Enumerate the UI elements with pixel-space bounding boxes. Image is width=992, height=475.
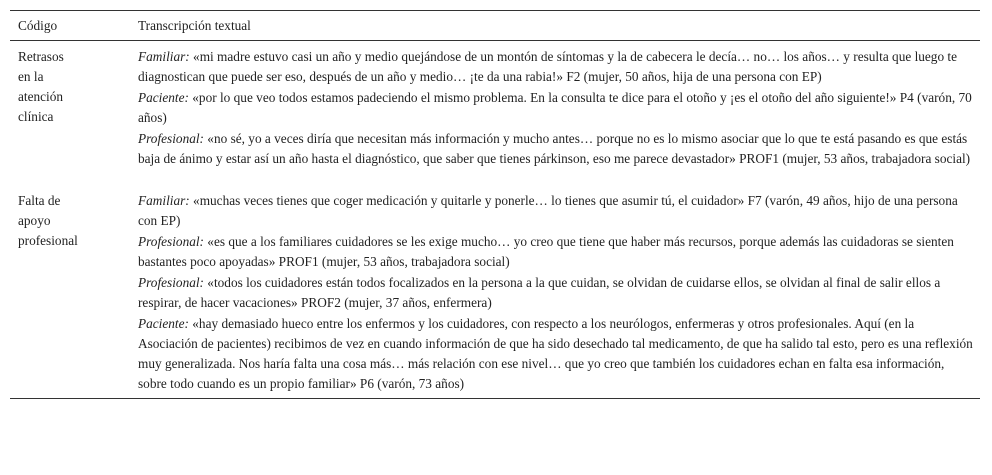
quote [138,129,974,169]
code-line: Retrasos [18,49,64,64]
header-codigo: Código [10,11,138,41]
code-cell [10,179,138,399]
quote-text: «todos los cuidadores están todos focalizados en la persona a la que cuidan, se olvidan de cuidarse ellos, se olvidan al final de salir ellos a respirar, de hacer vacaciones» PROF2 (mujer, 37 años, enfermera) [138,275,941,310]
speaker-role: Paciente: [138,316,189,331]
quote [138,273,974,313]
quote [138,314,974,394]
code-line: atención [18,89,64,104]
quote [138,88,974,128]
speaker-role: Profesional: [138,131,204,146]
code-line: Falta de [18,193,61,208]
header-transcripcion: Transcripción textual [138,11,980,41]
code-line: clínica [18,109,54,124]
quote-text: «por lo que veo todos estamos padeciendo el mismo problema. En la consulta te dice para el otoño y ¡es el otoño del año siguiente!» P4 (varón, 70 años) [138,90,972,125]
code-line: profesional [18,233,78,248]
quote [138,191,974,231]
speaker-role: Familiar: [138,49,190,64]
transcription-cell [138,41,980,180]
table-row [10,179,980,399]
quote [138,47,974,87]
quote-text: «es que a los familiares cuidadores se les exige mucho… yo creo que tiene que haber más recursos, porque además las cuidadoras se sienten bastantes poco apoyadas» PROF1 (mujer, 53 años, trabajadora social) [138,234,954,269]
table-row [10,41,980,180]
quote-text: «no sé, yo a veces diría que necesitan más información y mucho antes… porque no es lo mismo asociar que lo que te está pasando es que estás baja de ánimo y estar así un año hasta el diagnóstico, que saber que tienes párkinson, eso me parece devastador» PROF1 (mujer, 53 años, trabajadora social) [138,131,971,166]
quote-text: «mi madre estuvo casi un año y medio quejándose de un montón de síntomas y la de cabecera le decía… no… los años… y resulta que luego te diagnostican que puede ser eso, después de un año y medio… ¡te da una rabia!» F2 (mujer, 50 años, hija de una persona con EP) [138,49,958,84]
table-header-row [10,11,980,41]
speaker-role: Familiar: [138,193,190,208]
speaker-role: Profesional: [138,275,204,290]
code-cell [10,41,138,180]
speaker-role: Paciente: [138,90,189,105]
code-line: en la [18,69,44,84]
quote-text: «muchas veces tienes que coger medicación y quitarle y ponerle… lo tienes que asumir tú, el cuidador» F7 (varón, 49 años, hijo de una persona con EP) [138,193,958,228]
speaker-role: Profesional: [138,234,204,249]
transcription-table [10,10,980,399]
transcription-cell [138,179,980,399]
code-line: apoyo [18,213,51,228]
quote-text: «hay demasiado hueco entre los enfermos y los cuidadores, con respecto a los neurólogos, enfermeras y otros profesionales. Aquí (en la Asociación de pacientes) recibimos de vez en cuando información de que ha sido desechado tal medicamento, de que ha salido tal esto, pero es una reflexión muy generalizada. Nos haría falta una cosa más… más relación con ese nivel… que yo creo que también los cuidadores echan en falta esa información, sobre todo cuando es un propio familiar» P6 (varón, 73 años) [138,316,973,391]
quote [138,232,974,272]
